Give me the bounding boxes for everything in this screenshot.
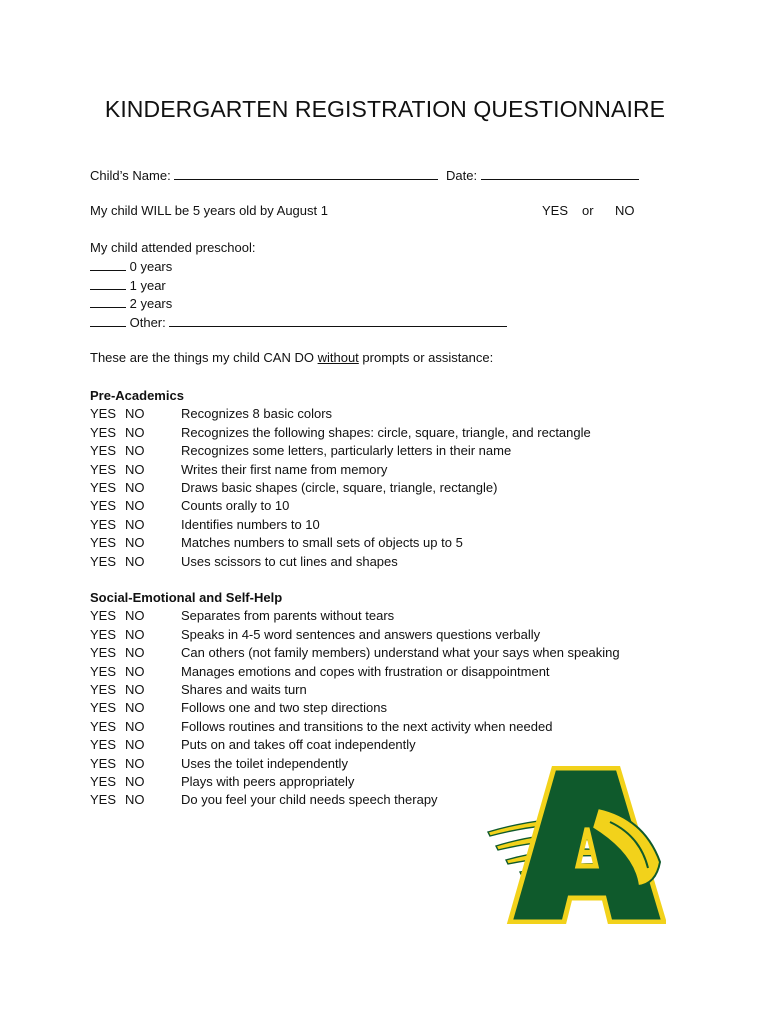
yes-option[interactable]: YES <box>90 608 117 624</box>
checklist-item-label: Recognizes 8 basic colors <box>181 406 333 422</box>
checklist-item-label: Do you feel your child needs speech therapy <box>181 792 438 808</box>
yes-option[interactable]: YES <box>90 480 117 495</box>
preschool-blank[interactable] <box>90 276 126 290</box>
preschool-option[interactable] <box>90 294 172 313</box>
yes-option[interactable]: YES <box>90 424 117 440</box>
childs-name-label: Child’s Name: <box>90 168 171 183</box>
no-option[interactable]: NO <box>125 700 145 716</box>
checklist-item-label: Draws basic shapes (circle, square, triangle, rectangle) <box>181 480 498 495</box>
preschool-option-label: 0 years <box>129 259 173 274</box>
checklist-item-label: Matches numbers to small sets of objects up to 5 <box>181 535 463 551</box>
date-field[interactable] <box>446 166 639 185</box>
intro-after: prompts or assistance: <box>358 350 494 365</box>
checklist-item-label: Plays with peers appropriately <box>181 774 355 789</box>
childs-name-field[interactable] <box>90 166 438 185</box>
checklist-item-label: Counts orally to 10 <box>181 498 290 514</box>
no-option[interactable]: NO <box>125 406 145 422</box>
checklist-item-label: Shares and waits turn <box>181 682 307 697</box>
no-option[interactable]: NO <box>125 663 145 679</box>
preschool-other-blank[interactable] <box>169 313 507 327</box>
no-option[interactable]: NO <box>125 626 145 642</box>
checklist-item-label: Uses scissors to cut lines and shapes <box>181 553 398 569</box>
page-title: KINDERGARTEN REGISTRATION QUESTIONNAIRE <box>104 96 666 122</box>
yes-option[interactable]: YES <box>90 516 117 532</box>
no-option[interactable]: NO <box>125 424 145 440</box>
checklist-item-label: Puts on and takes off coat independently <box>181 737 416 753</box>
preschool-option-label: 2 years <box>129 296 173 311</box>
checklist-item-label: Recognizes some letters, particularly letters in their name <box>181 443 512 459</box>
yes-option[interactable]: YES <box>90 792 117 808</box>
yes-option[interactable]: YES <box>90 645 117 661</box>
yes-option[interactable]: YES <box>90 700 117 716</box>
yes-option[interactable]: YES <box>90 755 117 771</box>
preschool-option[interactable] <box>90 276 166 295</box>
checklist-item-label: Identifies numbers to 10 <box>181 516 320 532</box>
preschool-option-other[interactable] <box>90 313 507 332</box>
checklist-item-label: Separates from parents without tears <box>181 608 395 624</box>
checklist-item-label: Follows one and two step directions <box>181 700 387 716</box>
no-option[interactable]: NO <box>125 516 145 532</box>
no-option[interactable]: NO <box>125 608 145 624</box>
date-blank[interactable] <box>481 166 639 180</box>
intro-text <box>90 349 493 367</box>
no-option[interactable]: NO <box>125 792 145 808</box>
childs-name-blank[interactable] <box>174 166 438 180</box>
no-option[interactable]: NO <box>125 645 145 661</box>
preschool-option-label: 1 year <box>129 278 166 293</box>
preschool-option-label: Other: <box>129 315 166 330</box>
preschool-blank[interactable] <box>90 294 126 308</box>
yes-option[interactable]: YES <box>90 406 117 422</box>
no-option[interactable]: NO <box>125 480 145 495</box>
no-option[interactable]: NO <box>125 553 145 569</box>
yes-option[interactable]: YES <box>90 535 117 551</box>
age-yes-option[interactable]: YES <box>542 203 569 218</box>
yes-option[interactable]: YES <box>90 626 117 642</box>
school-a-logo <box>484 766 666 924</box>
checklist-item-label: Recognizes the following shapes: circle, square, triangle, and rectangle <box>181 424 591 440</box>
yes-option[interactable]: YES <box>90 737 117 753</box>
intro-emphasis: without <box>317 350 359 365</box>
age-question-text: My child WILL be 5 years old by August 1 <box>90 203 328 218</box>
age-or-text: or <box>582 203 594 218</box>
no-option[interactable]: NO <box>125 718 145 734</box>
no-option[interactable]: NO <box>125 535 145 551</box>
yes-option[interactable]: YES <box>90 553 117 569</box>
checklist-item-label: Manages emotions and copes with frustration or disappointment <box>181 663 550 679</box>
preschool-blank[interactable] <box>90 257 126 271</box>
yes-option[interactable]: YES <box>90 498 117 514</box>
no-option[interactable]: NO <box>125 461 145 477</box>
checklist-item-label: Speaks in 4-5 word sentences and answers questions verbally <box>181 626 541 642</box>
section-heading: Pre-Academics <box>90 388 184 403</box>
preschool-option[interactable] <box>90 257 172 276</box>
yes-option[interactable]: YES <box>90 443 117 459</box>
date-label: Date: <box>446 168 478 183</box>
checklist-item-label: Writes their first name from memory <box>181 461 388 477</box>
yes-option[interactable]: YES <box>90 461 117 477</box>
no-option[interactable]: NO <box>125 755 145 771</box>
yes-option[interactable]: YES <box>90 682 117 697</box>
preschool-question: My child attended preschool: <box>90 240 256 255</box>
no-option[interactable]: NO <box>125 774 145 789</box>
no-option[interactable]: NO <box>125 737 145 753</box>
age-no-option[interactable]: NO <box>615 203 635 218</box>
no-option[interactable]: NO <box>125 682 145 697</box>
intro-before: These are the things my child CAN DO <box>90 350 318 365</box>
checklist-item-label: Can others (not family members) understand what your says when speaking <box>181 645 620 661</box>
yes-option[interactable]: YES <box>90 663 117 679</box>
checklist-item-label: Follows routines and transitions to the next activity when needed <box>181 718 553 734</box>
preschool-blank[interactable] <box>90 313 126 327</box>
yes-option[interactable]: YES <box>90 774 117 789</box>
yes-option[interactable]: YES <box>90 718 117 734</box>
section-heading: Social-Emotional and Self-Help <box>90 590 283 605</box>
checklist-item-label: Uses the toilet independently <box>181 755 348 771</box>
no-option[interactable]: NO <box>125 443 145 459</box>
no-option[interactable]: NO <box>125 498 145 514</box>
